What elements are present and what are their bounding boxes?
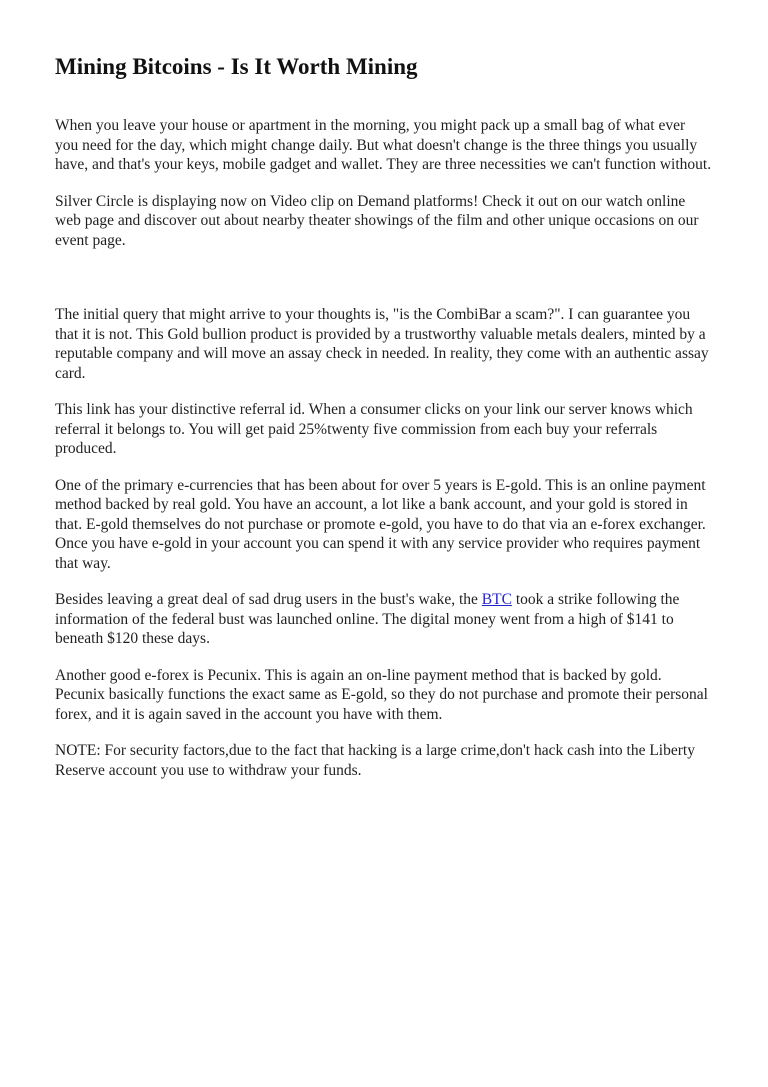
paragraph-keys-wallet: When you leave your house or apartment in the morning, you might pack up a small bag of what ever you need for the day, which might change daily. But what doesn't change is the three things you usually have, and that's your keys, mobile gadget and wallet. They are three necessities we can't function without. bbox=[55, 117, 712, 173]
paragraph-egold: One of the primary e-currencies that has been about for over 5 years is E-gold. This is an online payment method backed by real gold. You have an account, a lot like a bank account, and your gold is stored in that. E-gold themselves do not purchase or promote e-gold, you have to do that via an e-forex exchanger. Once you have e-gold in your account you can spend it with any service provider who requires payment that way. bbox=[55, 476, 706, 572]
empty-image-placeholder bbox=[55, 267, 712, 305]
paragraph-note: NOTE: For security factors,due to the fact that hacking is a large crime,don't hack cash into the Liberty Reserve account you use to withdraw your funds. bbox=[55, 742, 695, 779]
paragraph-btc-text-before: Besides leaving a great deal of sad drug users in the bust's wake, the bbox=[55, 591, 482, 608]
paragraph-btc bbox=[55, 590, 712, 649]
paragraph-combibar: The initial query that might arrive to your thoughts is, "is the CombiBar a scam?". I can guarantee you that it is not. This Gold bullion product is provided by a trustworthy valuable metals dealers, minted by a reputable company and will move an assay check in needed. In reality, they come with an authentic assay card. bbox=[55, 306, 709, 382]
btc-link[interactable]: BTC bbox=[481, 591, 512, 608]
article-body bbox=[55, 116, 713, 780]
paragraph-pecunix: Another good e-forex is Pecunix. This is again an on-line payment method that is backed by gold. Pecunix basically functions the exact same as E-gold, so they do not purchase and promote their personal forex, and it is again saved in the account you have with them. bbox=[55, 666, 708, 723]
paragraph-silver-circle: Silver Circle is displaying now on Video clip on Demand platforms! Check it out on our watch online web page and discover out about nearby theater showings of the film and other unique occasions on our event page. bbox=[55, 192, 699, 249]
paragraph-referral: This link has your distinctive referral id. When a consumer clicks on your link our server knows which referral it belongs to. You will get paid 25%twenty five commission from each buy your referrals produced. bbox=[55, 401, 693, 457]
page-title: Mining Bitcoins - Is It Worth Mining bbox=[55, 54, 418, 79]
paragraph-btc-text-after: took a strike following the information of the federal bust was launched online. The digital money went from a high of $141 to beneath $120 these days. bbox=[55, 591, 680, 647]
